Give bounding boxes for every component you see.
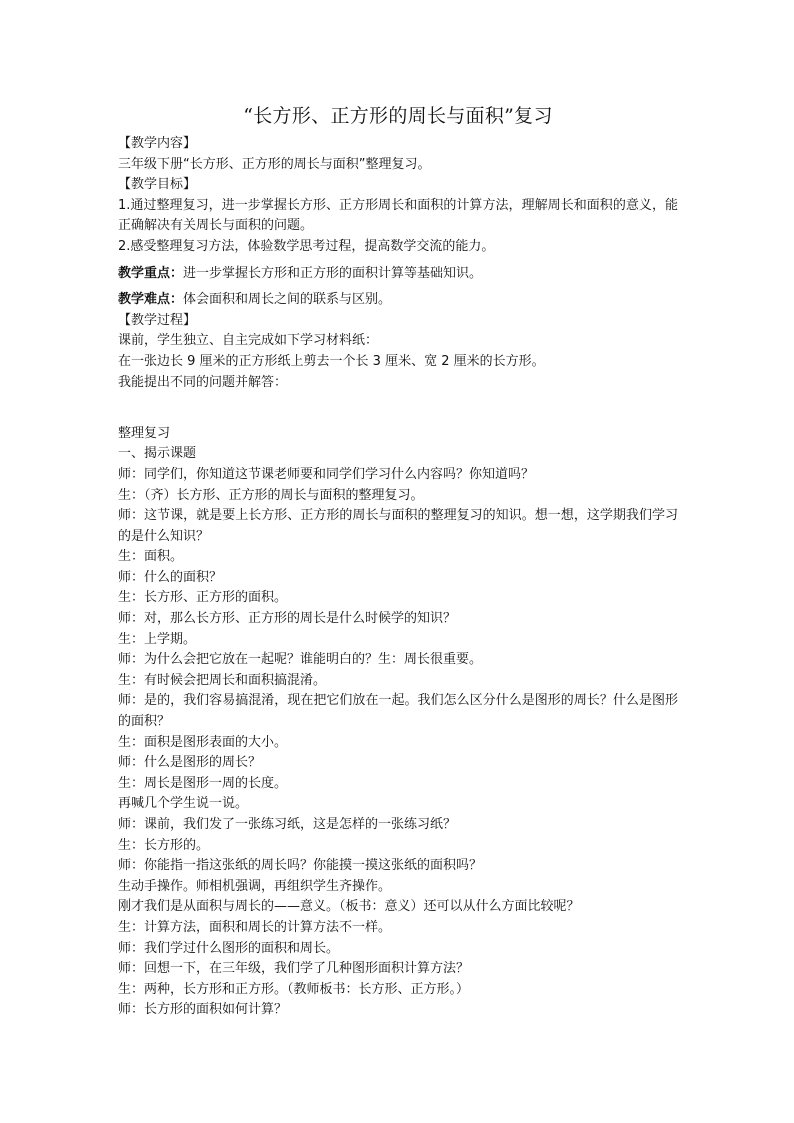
dialogue-line: 师：我们学过什么图形的面积和周长。 — [118, 940, 340, 956]
dialogue-line: 生：计算方法，面积和周长的计算方法不一样。 — [118, 919, 392, 935]
dialogue-line: 生：周长是图形一周的长度。 — [118, 775, 288, 791]
content-text: 三年级下册“长方形、正方形的周长与面积”整理复习。 — [118, 156, 431, 172]
dialogue-line: 生动手操作。师相机强调，再组织学生齐操作。 — [118, 878, 392, 894]
dialogue-line: 生：两种，长方形和正方形。（教师板书：长方形、正方形。） — [118, 981, 470, 997]
section-heading-goals: 【教学目标】 — [118, 177, 197, 193]
difficulty-point — [118, 290, 678, 311]
dialogue-line: 师：长方形的面积如何计算？ — [118, 1002, 288, 1018]
pre-class-3: 我能提出不同的问题并解答： — [118, 374, 288, 390]
section-heading-process: 【教学过程】 — [118, 312, 197, 328]
goal-1: 1.通过整理复习，进一步掌握长方形、正方形周长和面积的计算方法，理解周长和面积的意义，能正确解决有关周长与面积的问题。 — [118, 197, 678, 234]
dialogue-line: 师：你能指一指这张纸的周长吗？你能摸一摸这张纸的面积吗？ — [118, 858, 483, 874]
dialogue-line: 师：同学们，你知道这节课老师要和同学们学习什么内容吗？你知道吗？ — [118, 466, 535, 482]
dialogue-line: 师：是的，我们容易搞混淆，现在把它们放在一起。我们怎么区分什么是图形的周长？什么是图形的面积？ — [118, 693, 678, 730]
dialogue-line: 再喊几个学生说一说。 — [118, 796, 249, 812]
dialogue-line: 刚才我们是从面积与周长的——意义。（板书：意义）还可以从什么方面比较呢？ — [118, 899, 580, 915]
dialogue-line: 生：上学期。 — [118, 631, 197, 647]
page-title: “长方形、正方形的周长与面积”复习 — [243, 105, 553, 127]
dialogue-line: 师：对，那么长方形、正方形的周长是什么时候学的知识？ — [118, 611, 457, 627]
dialogue-line: 生：面积。 — [118, 549, 184, 565]
dialogue-line: 生：有时候会把周长和面积搞混淆。 — [118, 672, 327, 688]
pre-class-2: 在一张边长 9 厘米的正方形纸上剪去一个长 3 厘米、宽 2 厘米的长方形。 — [118, 353, 545, 369]
dialogue-line: 生：长方形、正方形的面积。 — [118, 590, 288, 606]
key-point-label: 教学重点： — [118, 265, 184, 281]
dialogue-line: 生：面积是图形表面的大小。 — [118, 734, 288, 750]
document-page — [118, 103, 678, 1021]
dialogue-line: 师：回想一下，在三年级，我们学了几种图形面积计算方法？ — [118, 961, 470, 977]
review-heading: 整理复习 — [118, 425, 171, 441]
dialogue-line: 师：这节课，就是要上长方形、正方形的周长与面积的整理复习的知识。想一想，这学期我们学习的是什么知识？ — [118, 508, 678, 544]
dialogue-list — [118, 465, 678, 1021]
dialogue-line: 师：什么是图形的周长？ — [118, 755, 262, 771]
dialogue-line: 生：长方形的。 — [118, 837, 210, 853]
dialogue-line: 师：什么的面积？ — [118, 569, 223, 585]
part-one-heading: 一、揭示课题 — [118, 446, 197, 462]
pre-class-1: 课前，学生独立、自主完成如下学习材料纸： — [118, 333, 379, 349]
dialogue-line: 师：课前，我们发了一张练习纸，这是怎样的一张练习纸？ — [118, 817, 457, 832]
dialogue-line: 师：为什么会把它放在一起呢？谁能明白的？生：周长很重要。 — [118, 652, 483, 668]
goal-2: 2.感受整理复习方法，体验数学思考过程，提高数学交流的能力。 — [118, 238, 495, 254]
dialogue-line: 生：（齐）长方形、正方形的周长与面积的整理复习。 — [118, 487, 424, 503]
key-point-text: 进一步掌握长方形和正方形的面积计算等基础知识。 — [183, 265, 483, 281]
difficulty-text: 体会面积和周长之间的联系与区别。 — [183, 292, 392, 308]
difficulty-label: 教学难点： — [118, 292, 184, 308]
section-heading-content: 【教学内容】 — [118, 136, 197, 151]
key-point — [118, 264, 678, 285]
